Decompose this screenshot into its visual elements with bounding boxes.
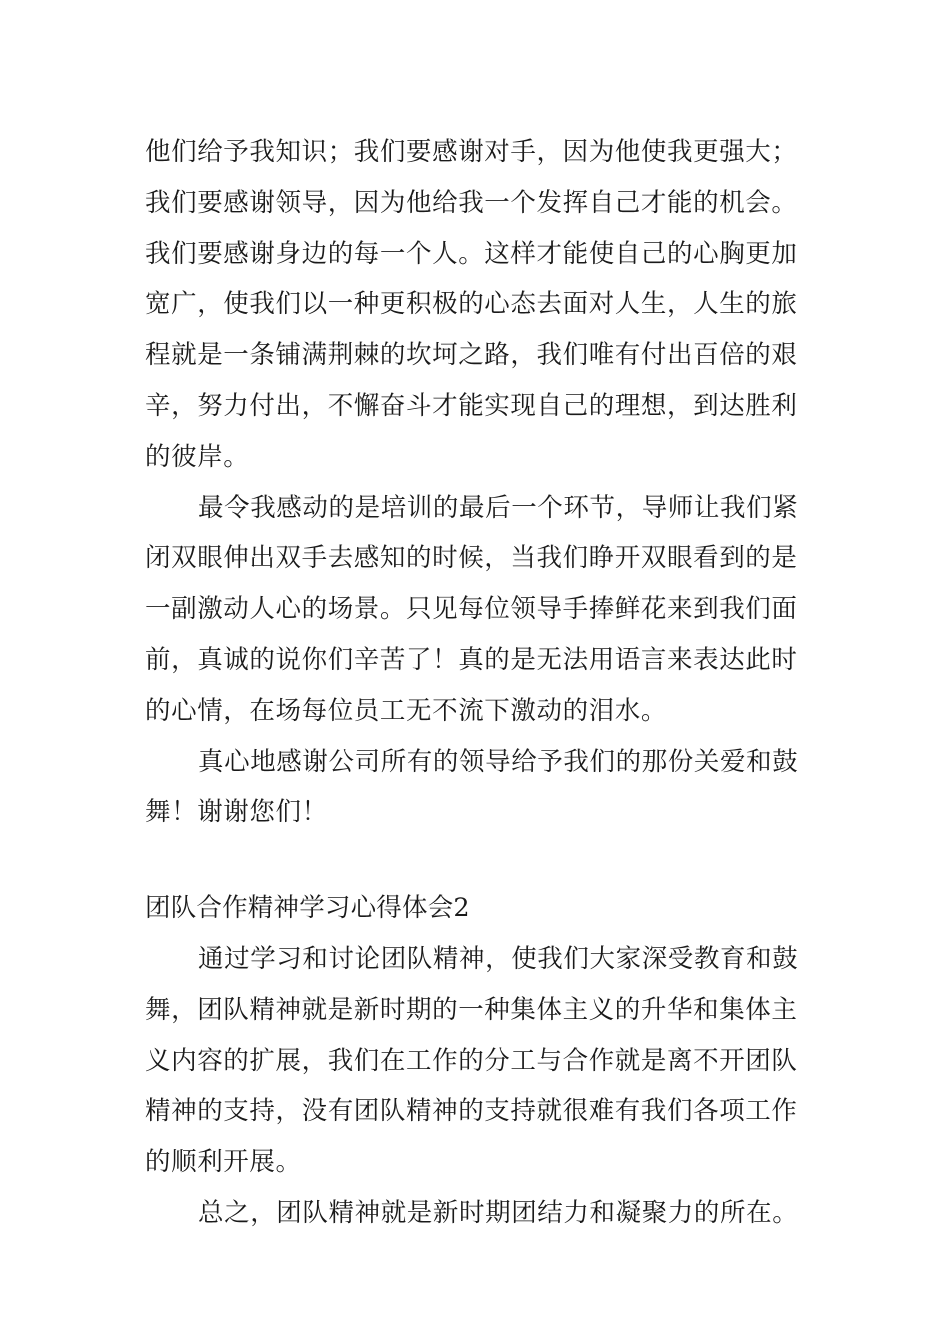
text-line: 的顺利开展。 (145, 1147, 302, 1178)
paragraph-conclusion (145, 1188, 810, 1239)
document-body (145, 127, 810, 1239)
text-line: 我们要感谢身边的每一个人。这样才能使自己的心胸更加 (145, 238, 798, 269)
text-line: 的彼岸。 (145, 441, 250, 472)
text-line: 他们给予我知识；我们要感谢对手，因为他使我更强大； (145, 137, 798, 167)
text-line: 前，真诚的说你们辛苦了！真的是无法用语言来表达此时 (145, 644, 798, 675)
paragraph-thanks (145, 737, 810, 839)
text-line: 程就是一条铺满荆棘的坎坷之路，我们唯有付出百倍的艰 (145, 340, 798, 371)
blank-spacer (145, 838, 810, 883)
text-line: 真心地感谢公司所有的领导给予我们的那份关爱和鼓 (198, 746, 799, 777)
text-line: 一副激动人心的场景。只见每位领导手捧鲜花来到我们面 (145, 594, 798, 625)
section-heading: 团队合作精神学习心得体会2 (145, 893, 470, 924)
text-line: 通过学习和讨论团队精神，使我们大家深受教育和鼓 (198, 943, 799, 974)
text-line: 闭双眼伸出双手去感知的时候，当我们睁开双眼看到的是 (145, 543, 798, 574)
text-line: 舞！谢谢您们！ (145, 797, 328, 828)
text-line: 辛，努力付出，不懈奋斗才能实现自己的理想，到达胜利 (145, 390, 798, 421)
text-line: 我们要感谢领导，因为他给我一个发挥自己才能的机会。 (145, 187, 798, 218)
paragraph-team-spirit (145, 934, 810, 1188)
text-line: 总之，团队精神就是新时期团结力和凝聚力的所在。 (198, 1197, 799, 1228)
text-line: 最令我感动的是培训的最后一个环节，导师让我们紧 (198, 492, 799, 523)
paragraph-training-moment (145, 483, 810, 737)
text-line: 义内容的扩展，我们在工作的分工与合作就是离不开团队 (145, 1045, 798, 1076)
text-line: 的心情，在场每位员工无不流下激动的泪水。 (145, 695, 668, 726)
text-line: 舞，团队精神就是新时期的一种集体主义的升华和集体主 (145, 994, 798, 1025)
text-line: 精神的支持，没有团队精神的支持就很难有我们各项工作 (145, 1096, 798, 1127)
paragraph-continued (145, 127, 810, 483)
text-line: 宽广，使我们以一种更积极的心态去面对人生，人生的旅 (145, 289, 798, 320)
